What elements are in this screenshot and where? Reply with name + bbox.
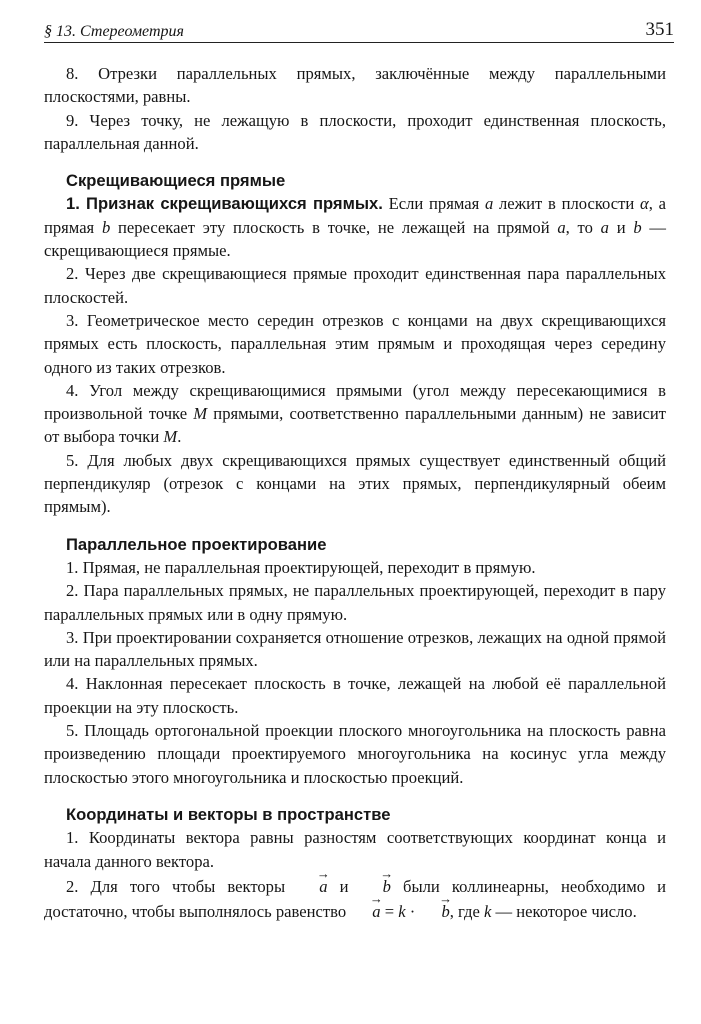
paragraph: 1. Прямая, не параллельная проектирующей, переходит в прямую. xyxy=(66,557,536,577)
paragraph: 1. Координаты вектора равны разностям соответствующих координат конца и начала данного вектора. xyxy=(44,828,666,871)
running-header xyxy=(44,19,674,43)
section-heading-parallel-projection: Параллельное проектирование xyxy=(66,534,327,554)
paragraph: 2. Пара параллельных прямых, не параллельных проектирующей, переходит в пару параллельных прямых или в одну прямую. xyxy=(44,581,666,624)
paragraph: 2. Через две скрещивающиеся прямые проходит единственная пара параллельных плоскостей. xyxy=(44,264,666,307)
section-title: § 13. Стереометрия xyxy=(44,23,184,40)
paragraph: 4. Наклонная пересекает плоскость в точке, лежащей на любой её параллельной проекции на эту плоскость. xyxy=(44,674,666,717)
vector-b: → b xyxy=(361,873,391,898)
paragraph: 3. При проектировании сохраняется отношение отрезков, лежащих на одной прямой или на параллельных прямых. xyxy=(44,627,666,671)
section-heading-skew-lines: Скрещивающиеся прямые xyxy=(66,171,286,191)
paragraph: 9. Через точку, не лежащую в плоскости, проходит единственная плоскость, параллельная данной. xyxy=(44,110,666,153)
vector-a: → a xyxy=(350,898,380,923)
paragraph-collinearity: 2. Для того чтобы векторы → a и → b были коллинеарны, необходимо и достаточно, чтобы выполнялось равенство → a = k · → b, где k — некоторое число. xyxy=(44,873,666,924)
paragraph-skew-criterion: 1. Признак скрещивающихся прямых. Если прямая a лежит в плоскости α, а прямая b пересекает эту плоскость в точке, не лежащей на прямой a, то a и b — скрещивающиеся прямые. xyxy=(44,194,666,261)
page-content xyxy=(44,62,666,923)
paragraph-skew-angle: 4. Угол между скрещивающимися прямыми (угол между пересекающимися в произвольной точке M прямыми, соответственно параллельными данным) не зависит от выбора точки M. xyxy=(44,380,666,447)
term: 1. Признак скрещивающихся прямых. xyxy=(66,194,383,214)
section-heading-coordinates-vectors: Координаты и векторы в пространстве xyxy=(66,804,391,824)
vector-b: → b xyxy=(419,898,449,923)
paragraph: 8. Отрезки параллельных прямых, заключённые между параллельными плоскостями, равны. xyxy=(44,64,666,107)
paragraph: 3. Геометрическое место середин отрезков с концами на двух скрещивающихся прямых есть плоскость, параллельная этим прямым и проходящая через середину одного из таких отрезков. xyxy=(44,310,666,377)
paragraph: 5. Площадь ортогональной проекции плоского многоугольника на плоскость равна произведению площади проектируемого многоугольника на косинус угла между плоскостью этого многоугольника и плоскостью проекций. xyxy=(44,721,666,787)
vector-a: → a xyxy=(297,873,327,898)
paragraph: 5. Для любых двух скрещивающихся прямых существует единственный общий перпендикуляр (отрезок с концами на этих прямых, перпендикулярный обеим прямым). xyxy=(44,450,666,517)
page-number: 351 xyxy=(645,19,674,40)
